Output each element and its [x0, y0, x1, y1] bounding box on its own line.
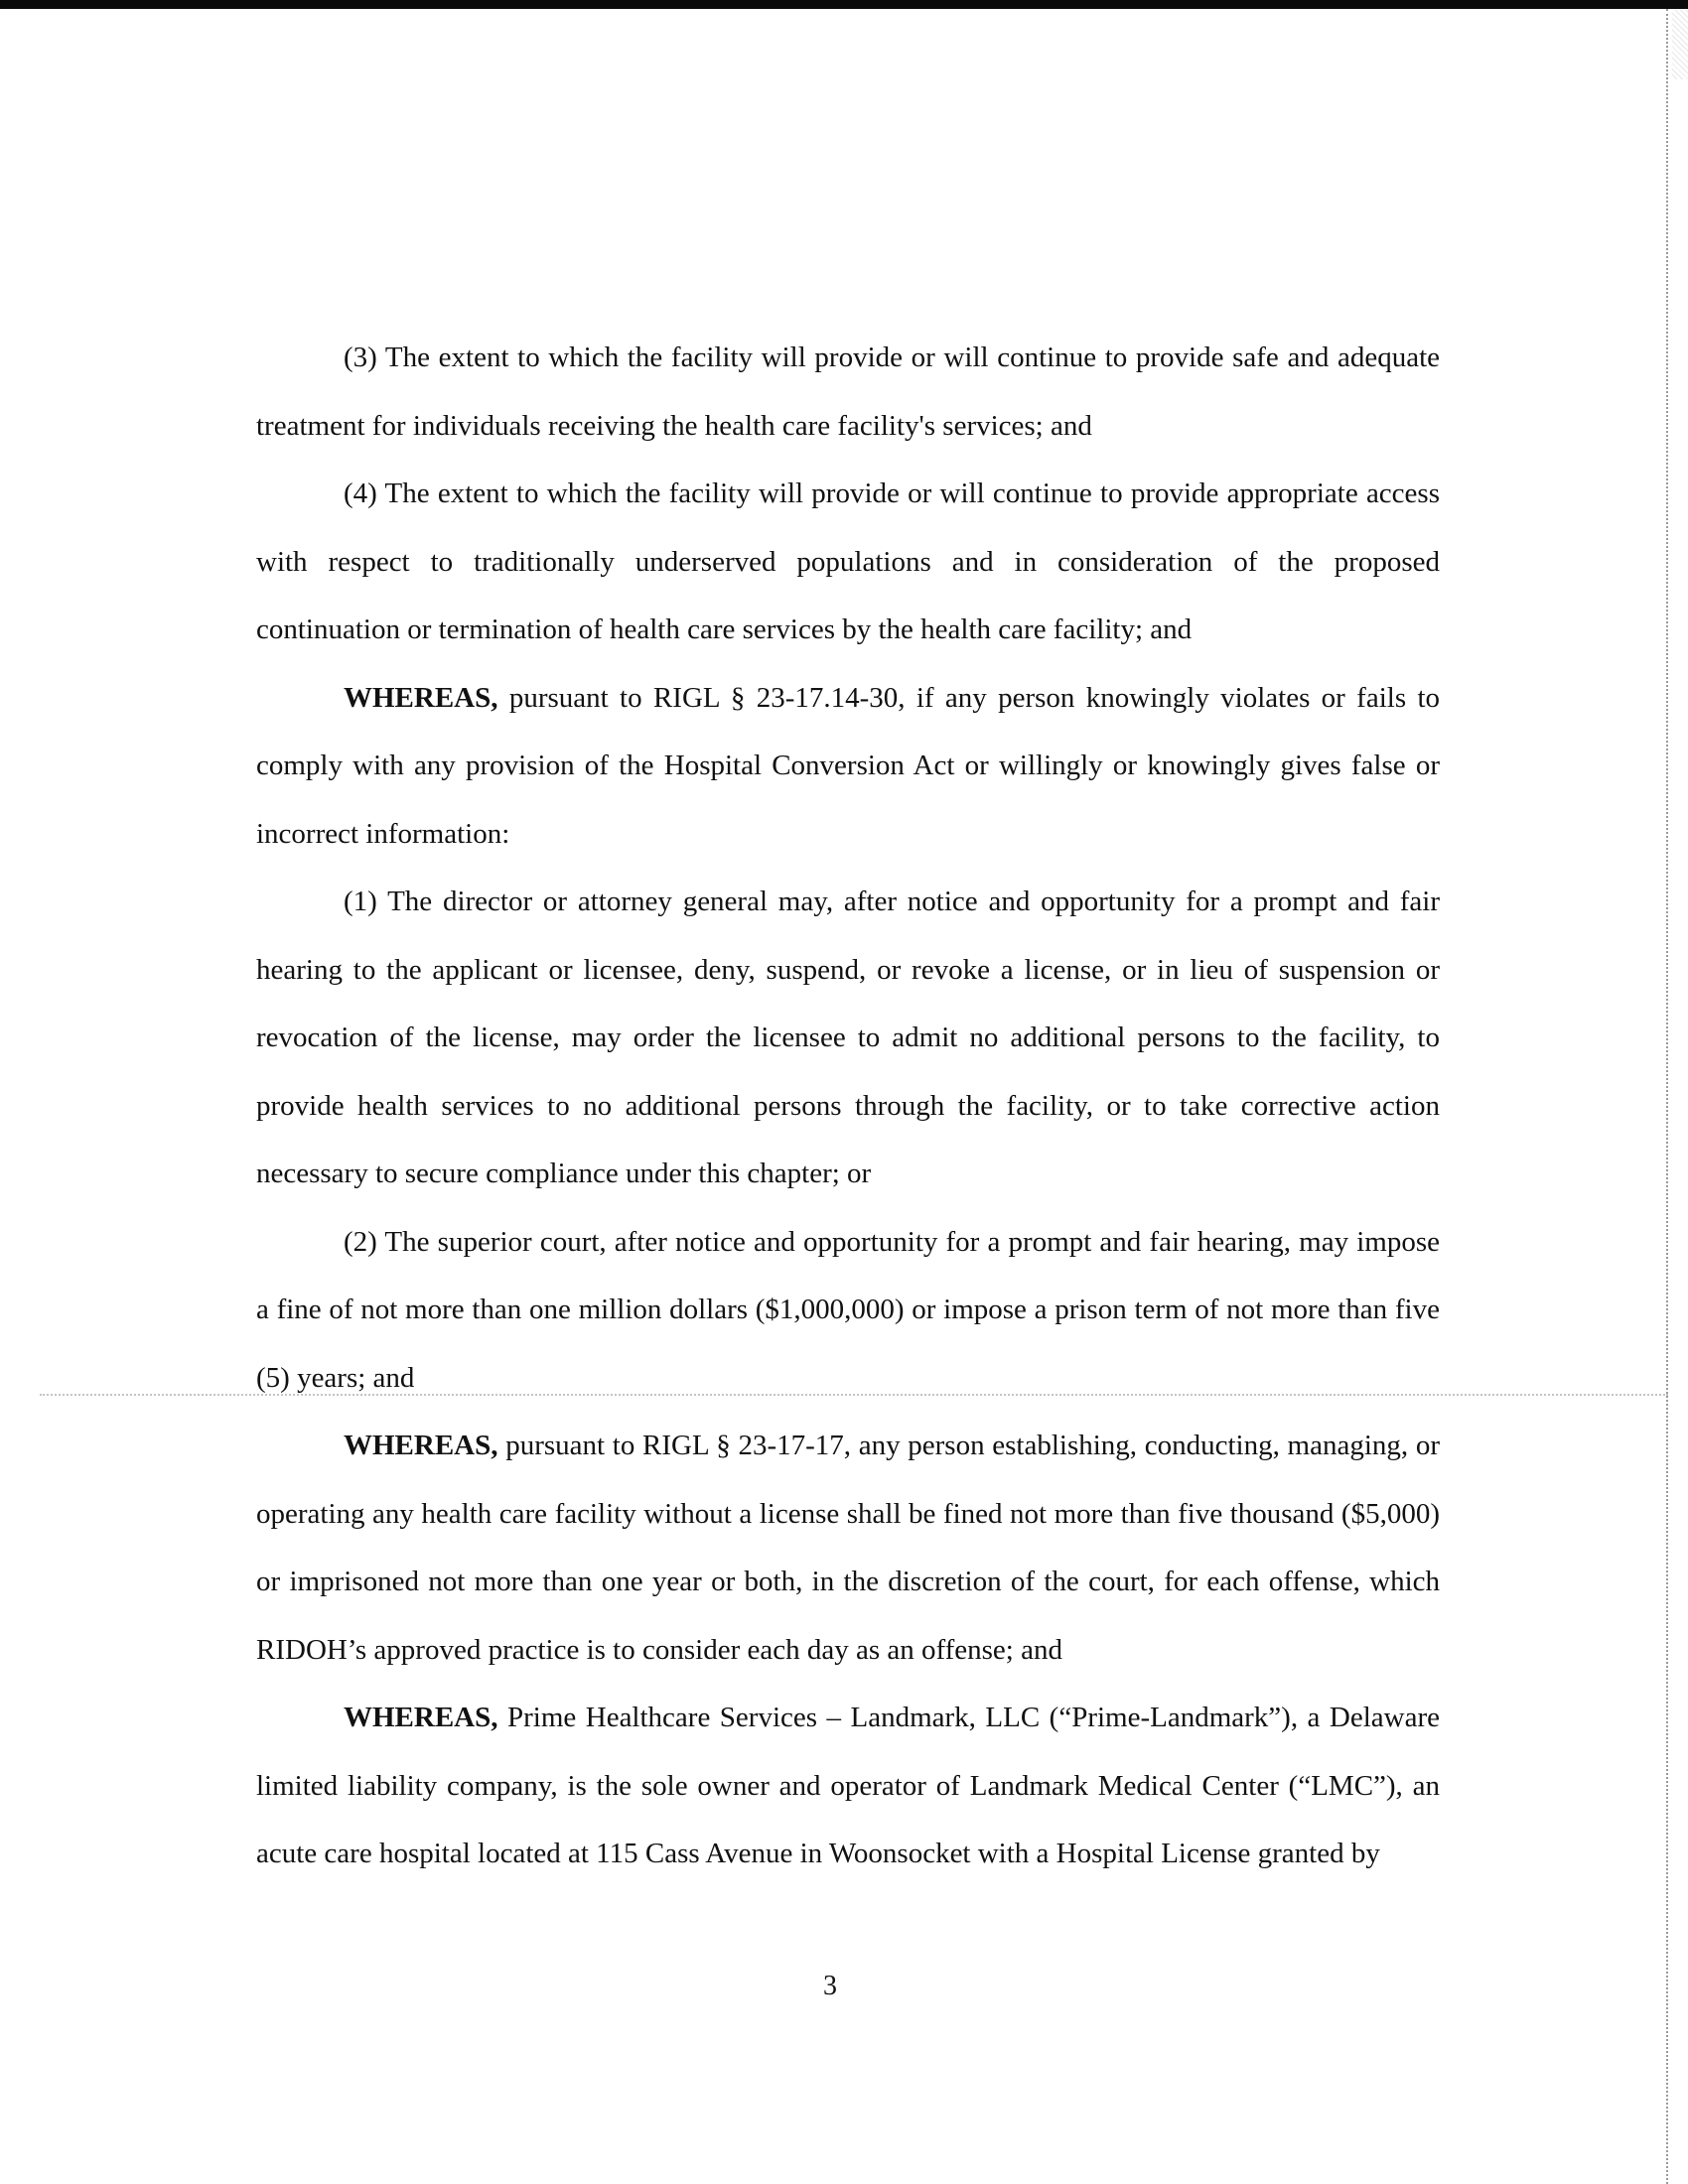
whereas-lead: WHEREAS, [344, 681, 498, 714]
scan-noise [1672, 10, 1688, 79]
paragraph-text: (1) The director or attorney general may, after notice and opportunity for a prompt and fair hearing to the applicant or licensee, deny, suspend, or revoke a license, or in lieu of suspension or revocation of the license, may order the licensee to admit no additional persons to the facility, to provide health services to no additional persons through the facility, or to take corrective action necessary to secure compliance under this chapter; or [256, 886, 1440, 1189]
paragraph-whereas-license [256, 1412, 1440, 1684]
paragraph-penalty-2 [256, 1208, 1440, 1413]
paragraph-text: (2) The superior court, after notice and opportunity for a prompt and fair hearing, may impose a fine of not more than one million dollars ($1,000,000) or impose a prison term of not more than five (5) years; and [256, 1225, 1440, 1394]
paragraph-text: Prime Healthcare Services – Landmark, LLC (“Prime-Landmark”), a Delaware limited liability company, is the sole owner and operator of Landmark Medical Center (“LMC”), an acute care hospital located at 115 Cass Avenue in Woonsocket with a Hospital License granted by [256, 1702, 1440, 1869]
scan-right-edge [1666, 9, 1668, 2184]
paragraph-text: (3) The extent to which the facility will provide or will continue to provide safe and adequate treatment for individuals receiving the health care facility's services; and [256, 341, 1440, 442]
scan-top-border [0, 0, 1688, 9]
paragraph-penalty-1 [256, 868, 1440, 1208]
whereas-lead: WHEREAS, [344, 1702, 498, 1733]
paragraph-criterion-4 [256, 460, 1440, 664]
page-number: 3 [823, 1971, 837, 2001]
paragraph-whereas-prime-landmark [256, 1684, 1440, 1888]
paragraph-text: pursuant to RIGL § 23-17-17, any person establishing, conducting, managing, or operating any health care facility without a license shall be fined not more than five thousand ($5,000) or imprisoned not more than one year or both, in the discretion of the court, for each offense, which RIDOH’s approved practice is to consider each day as an offense; and [256, 1430, 1440, 1666]
whereas-lead: WHEREAS, [344, 1430, 498, 1461]
paragraph-criterion-3 [256, 324, 1440, 460]
paragraph-text: (4) The extent to which the facility will provide or will continue to provide appropriate access with respect to traditionally underserved populations and in consideration of the proposed continuation or termination of health care services by the health care facility; and [256, 478, 1440, 645]
document-body [256, 324, 1440, 1888]
paragraph-text: pursuant to RIGL § 23-17.14-30, if any person knowingly violates or fails to comply with any provision of the Hospital Conversion Act or willingly or knowingly gives false or incorrect information: [256, 681, 1440, 850]
paragraph-whereas-violations [256, 664, 1440, 869]
